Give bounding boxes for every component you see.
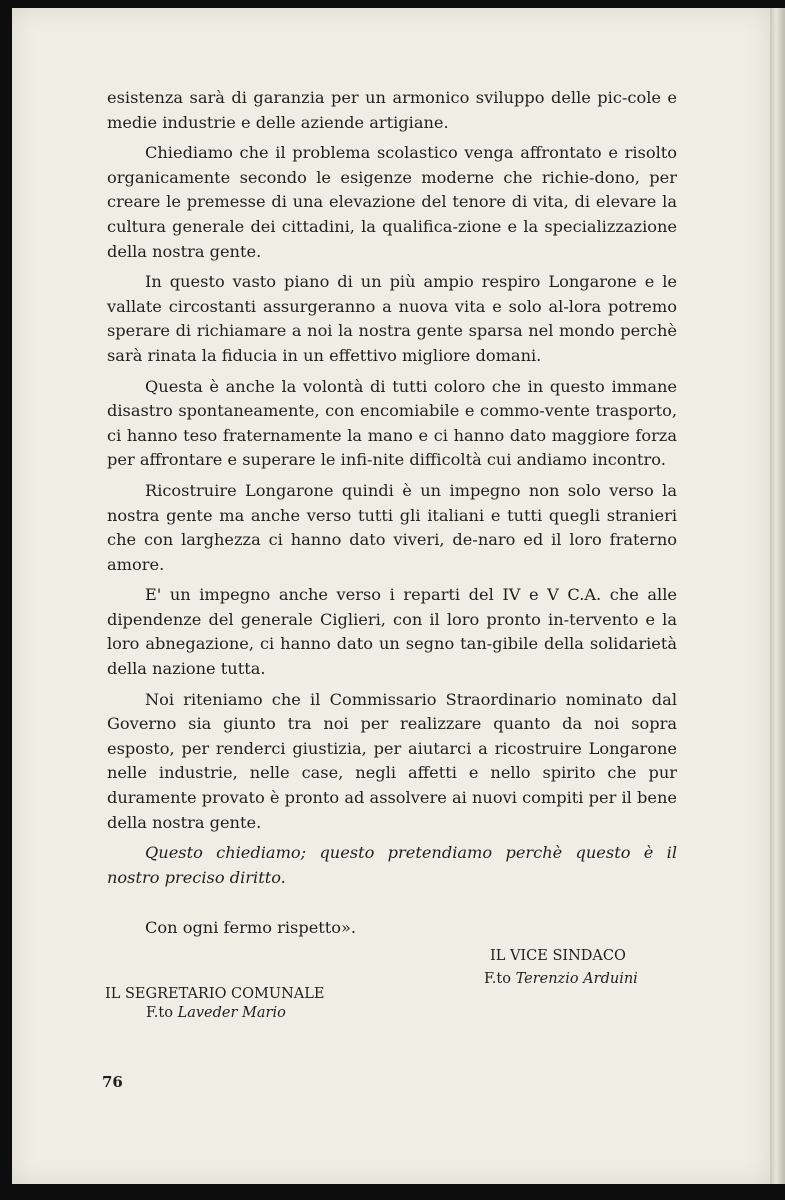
paragraph-5: Ricostruire Longarone quindi è un impegno non solo verso la nostra gente ma anche verso tutti gli italiani e tutti quegli stranieri che con larghezza ci hanno dato viveri, de-naro ed il loro fraterno amore. xyxy=(107,480,677,574)
paragraph-7: Noi riteniamo che il Commissario Straordinario nominato dal Governo sia giunto tra noi per realizzare quanto da noi sopra esposto, per renderci giustizia, per aiutarci a ricostruire Longarone nelle industrie, nelle case, negli affetti e nello spirito che pur duramente provato è pronto ad assolvere ai nuovi compiti per il bene della nostra gente. xyxy=(107,689,677,832)
paragraph-4: Questa è anche la volontà di tutti coloro che in questo immane disastro spontaneamente, con encomiabile e commo-vente trasporto, ci hanno teso fraternamente la mano e ci hanno dato maggiore forza per affrontare e superare le infi-nite difficoltà cui andiamo incontro. xyxy=(107,376,677,470)
page-edge xyxy=(770,8,785,1184)
paragraph-1: esistenza sarà di garanzia per un armonico sviluppo delle pic-cole e medie industrie e delle aziende artigiane. xyxy=(107,88,677,132)
vice-sindaco-title: IL VICE SINDACO xyxy=(490,948,626,964)
paragraph-3: In questo vasto piano di un più ampio respiro Longarone e le vallate circostanti assurgeranno a nuova vita e solo al-lora potremo sperare di richiamare a noi la nostra gente sparsa nel mondo perchè sarà rinata la fiducia in un effettivo migliore domani. xyxy=(107,272,677,365)
paragraph-8: Questo chiediamo; questo pretendiamo perchè questo è il nostro preciso diritto. xyxy=(107,843,677,887)
closing-line: Con ogni fermo rispetto». xyxy=(145,918,357,937)
paragraph-2: Chiediamo che il problema scolastico venga affrontato e risolto organicamente secondo le esigenze moderne che richie-dono, per creare le premesse di una elevazione del tenore di vita, di elevare la cultura generale dei cittadini, la qualifica-zione e la specializzazione della nostra gente. xyxy=(107,143,677,261)
vice-sindaco-name: Terenzio Arduini xyxy=(515,971,638,987)
body-text xyxy=(107,86,677,896)
page-number: 76 xyxy=(102,1073,123,1091)
paragraph-6: E' un impegno anche verso i reparti del IV e V C.A. che alle dipendenze del generale Ciglieri, con il loro pronto in-tervento e la loro abnegazione, ci hanno dato un segno tan-gibile della solidarietà della nazione tutta. xyxy=(107,585,677,679)
segretario-signature xyxy=(146,1005,286,1021)
scan-border xyxy=(12,1184,785,1200)
segretario-name: Laveder Mario xyxy=(177,1005,286,1021)
vice-sindaco-signature xyxy=(484,971,638,987)
segretario-prefix: F.to xyxy=(146,1005,173,1021)
vice-sindaco-prefix: F.to xyxy=(484,971,511,987)
segretario-title: IL SEGRETARIO COMUNALE xyxy=(105,986,325,1002)
